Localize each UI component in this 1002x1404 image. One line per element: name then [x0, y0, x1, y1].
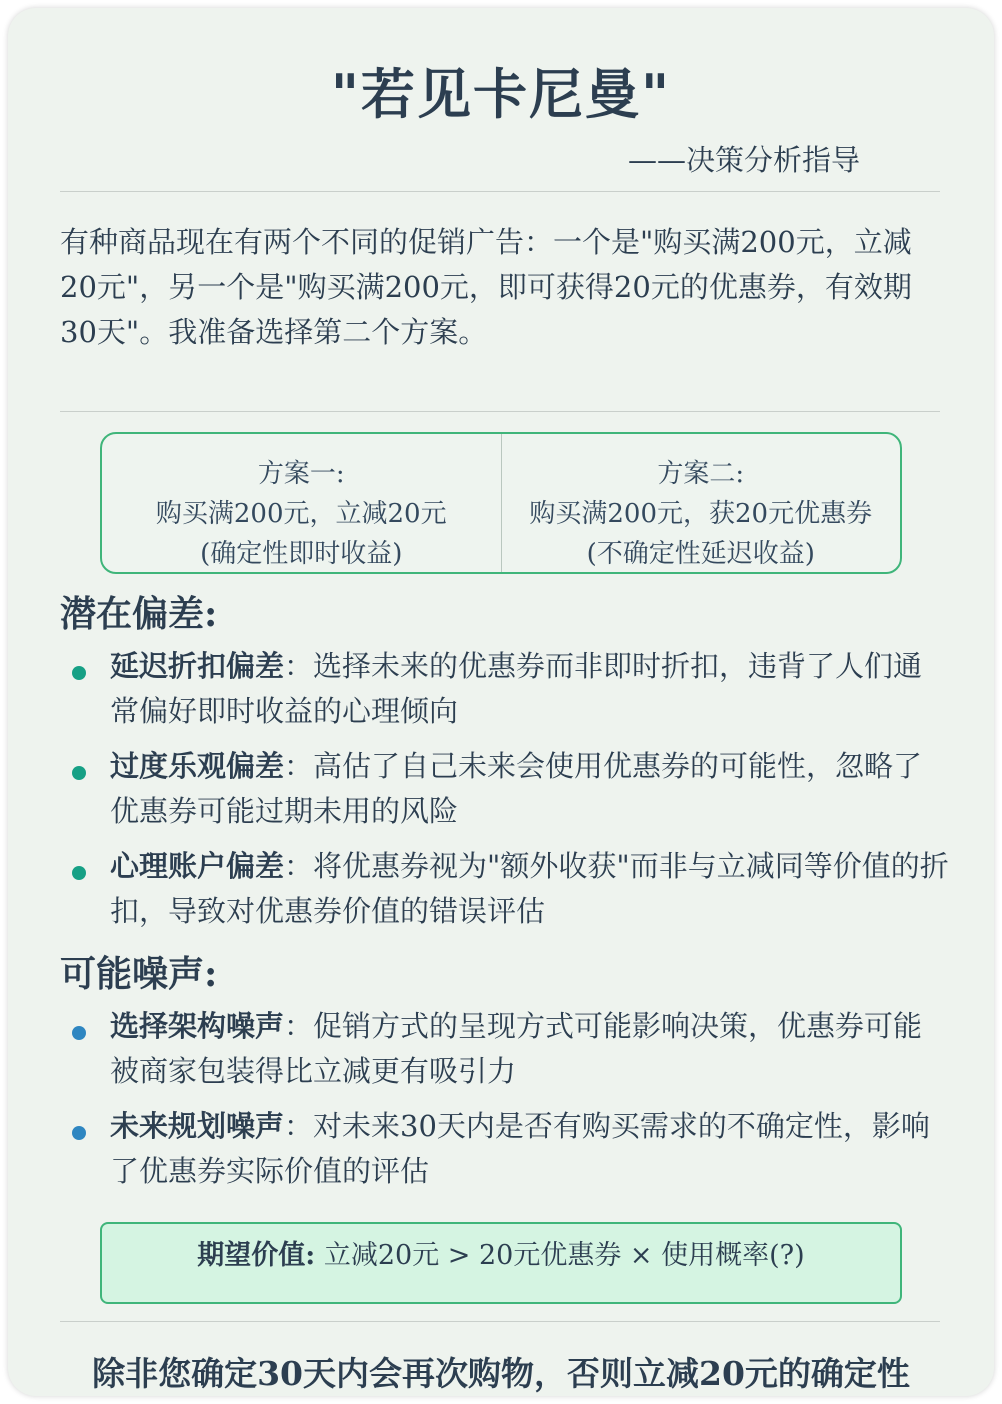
noise-term: 选择架构噪声: [110, 1009, 285, 1043]
noise-heading: 可能噪声:: [60, 953, 218, 995]
page-title: "若见卡尼曼": [330, 62, 672, 126]
bullet-dot-icon: [72, 766, 86, 780]
expected-value-formula: [100, 1222, 902, 1304]
bullet-dot-icon: [72, 666, 86, 680]
noise-text: ：对未来30天内是否有购买需求的不确定性，影响了优惠券实际价值的评估: [110, 1109, 930, 1188]
plan-comparison: [100, 432, 902, 574]
bias-term: 心理账户偏差: [110, 849, 285, 883]
page-subtitle: ——决策分析指导: [627, 143, 860, 177]
biases-heading: 潜在偏差:: [60, 593, 218, 635]
plan-two-title: 方案二:: [657, 459, 745, 489]
plan-one-note: (确定性即时收益): [200, 539, 403, 569]
noise-list: [60, 1004, 950, 1204]
plan-two-desc: 购买满200元，获20元优惠券: [529, 499, 873, 529]
bullet-dot-icon: [72, 866, 86, 880]
divider-intro: [60, 411, 940, 412]
formula-label: 期望价值:: [197, 1240, 316, 1271]
intro-paragraph: 有种商品现在有两个不同的促销广告：一个是"购买满200元，立减20元"，另一个是"购买满200元，即可获得20元的优惠券，有效期30天"。我准备选择第二个方案。: [60, 225, 912, 349]
plan-one-desc: 购买满200元，立减20元: [155, 499, 447, 529]
list-item: [60, 644, 950, 734]
noise-text: ：促销方式的呈现方式可能影响决策，优惠券可能被商家包装得比立减更有吸引力: [110, 1009, 923, 1088]
plan-one: [102, 434, 501, 572]
list-item: [60, 744, 950, 834]
formula-expression: 立减20元 > 20元优惠券 × 使用概率(?): [315, 1240, 805, 1271]
divider-bottom: [60, 1321, 940, 1322]
list-item: [60, 1004, 950, 1094]
biases-list: [60, 644, 950, 944]
bias-text: ：将优惠券视为"额外收获"而非与立减同等价值的折扣，导致对优惠券价值的错误评估: [110, 849, 949, 928]
bias-text: ：高估了自己未来会使用优惠券的可能性，忽略了优惠券可能过期未用的风险: [110, 749, 923, 828]
bias-term: 延迟折扣偏差: [110, 649, 285, 683]
bullet-dot-icon: [72, 1026, 86, 1040]
bias-term: 过度乐观偏差: [110, 749, 285, 783]
plan-two-note: (不确定性延迟收益): [586, 539, 815, 569]
bias-text: ：选择未来的优惠券而非即时折扣，违背了人们通常偏好即时收益的心理倾向: [110, 649, 923, 728]
plan-two: [501, 434, 901, 572]
bullet-dot-icon: [72, 1126, 86, 1140]
noise-term: 未来规划噪声: [110, 1109, 285, 1143]
plan-one-title: 方案一:: [257, 459, 345, 489]
conclusion-text: 除非您确定30天内会再次购物，否则立减20元的确定性: [92, 1354, 910, 1393]
list-item: [60, 1104, 950, 1194]
decision-card: [8, 8, 994, 1396]
divider-top: [60, 191, 940, 192]
list-item: [60, 844, 950, 934]
